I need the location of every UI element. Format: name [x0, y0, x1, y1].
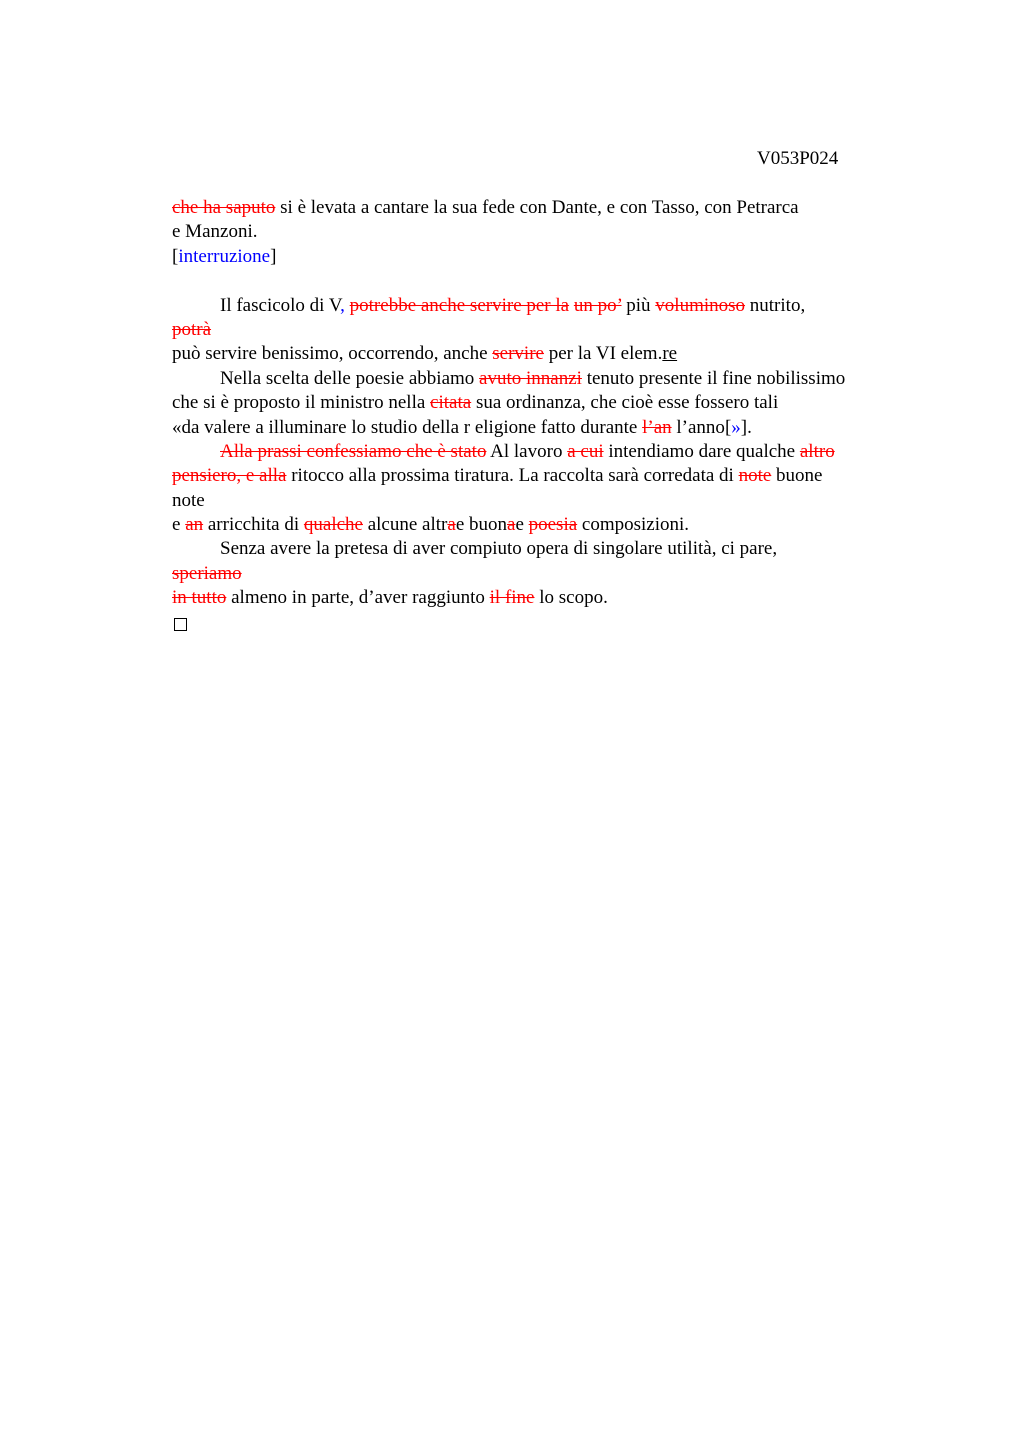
text-run: intendiamo dare qualche — [603, 440, 800, 462]
deleted-text: che ha saputo — [172, 197, 276, 218]
text-run: arricchita di — [203, 514, 304, 536]
deleted-text: note — [738, 465, 772, 487]
text-line-9 — [172, 416, 932, 440]
deleted-text: qualche — [303, 514, 363, 536]
deleted-text: potrebbe anche servire per la — [349, 294, 570, 316]
editorial-note: interruzione — [178, 245, 271, 267]
hollow-square-icon — [174, 618, 187, 631]
text-line-3 — [172, 245, 932, 269]
text-run: Senza avere la pretesa di aver compiuto opera di singolare utilità, ci pare, — [220, 538, 778, 560]
text-line-13 — [172, 513, 932, 537]
text-line-1 — [172, 196, 932, 220]
text-line-16 — [172, 586, 932, 610]
text-run: per la VI elem. — [543, 343, 663, 365]
text-run: sua ordinanza, che cioè esse fossero tali — [471, 392, 779, 414]
deleted-text: poesia — [528, 514, 578, 536]
text-run: Il fascicolo di V — [220, 294, 341, 316]
underlined-text: re — [662, 343, 678, 365]
text-run: tenuto presente il fine nobilissimo — [581, 367, 846, 389]
deleted-text: a — [507, 514, 516, 536]
text-run: può servire benissimo, occorrendo, anche — [172, 343, 493, 365]
text-line-14 — [172, 537, 932, 561]
text-line-10 — [172, 440, 932, 464]
deleted-text: in tutto — [172, 587, 227, 609]
text-line-8 — [172, 391, 932, 415]
deleted-text: Alla prassi confessiamo che è stato — [220, 440, 487, 462]
text-run: l’anno — [671, 416, 725, 438]
text-run: Al lavoro — [486, 440, 568, 462]
deleted-text: a — [447, 514, 456, 536]
text-run: note — [172, 489, 205, 511]
text-run: nutrito, — [745, 294, 806, 316]
deleted-text: a cui — [567, 440, 604, 462]
deleted-text: potrà — [172, 318, 212, 340]
deleted-text: pensiero, e alla — [172, 465, 287, 487]
page-code: V053P024 — [757, 148, 839, 169]
bracket-open: [ — [724, 416, 732, 438]
blank-line — [172, 269, 932, 293]
transcription-body — [172, 196, 932, 635]
deleted-text: servire — [492, 343, 544, 365]
text-line-12 — [172, 489, 932, 513]
text-run: e — [515, 514, 529, 536]
end-mark-line — [172, 611, 932, 635]
text-run: e buon — [455, 514, 507, 536]
text-run: più — [621, 294, 656, 316]
text-run: ritocco alla prossima tiratura. La raccolta sarà corredata di — [286, 465, 739, 487]
deleted-text: avuto innanzi — [479, 367, 582, 389]
text-line-11 — [172, 464, 932, 488]
text-run: si è levata a cantare la sua fede con Dante, e con Tasso, con Petrarca — [275, 197, 799, 218]
text-run: che si è proposto il ministro nella — [172, 392, 431, 414]
text-run: lo scopo. — [534, 587, 608, 609]
text-line-5 — [172, 318, 932, 342]
bracket-open: [ — [172, 245, 179, 267]
text-run: almeno in parte, d’aver raggiunto — [226, 587, 490, 609]
text-run: composizioni. — [577, 514, 690, 536]
editorial-insertion: , — [340, 294, 345, 316]
text-line-2 — [172, 220, 932, 244]
text-line-6 — [172, 342, 932, 366]
text-line-15 — [172, 562, 932, 586]
bracket-close: ]. — [740, 416, 752, 438]
deleted-text: citata — [430, 392, 472, 414]
deleted-text: altro — [799, 440, 835, 462]
text-line-7 — [172, 367, 932, 391]
deleted-text: voluminoso — [655, 294, 746, 316]
deleted-text: un po’ — [573, 294, 622, 316]
deleted-text: l’an — [642, 416, 672, 438]
deleted-text: speriamo — [172, 562, 242, 584]
text-run: e — [172, 514, 186, 536]
text-run: «da valere a illuminare lo studio della r eligione fatto durante — [172, 416, 643, 438]
deleted-text: an — [185, 514, 204, 536]
editorial-insertion: » — [731, 416, 741, 438]
deleted-text: il fine — [489, 587, 535, 609]
text-run: buone — [771, 465, 823, 487]
text-run: e Manzoni. — [172, 221, 258, 243]
text-run: alcune altr — [362, 514, 448, 536]
bracket-close: ] — [270, 245, 277, 267]
text-line-4 — [172, 294, 932, 318]
text-run: Nella scelta delle poesie abbiamo — [220, 367, 480, 389]
